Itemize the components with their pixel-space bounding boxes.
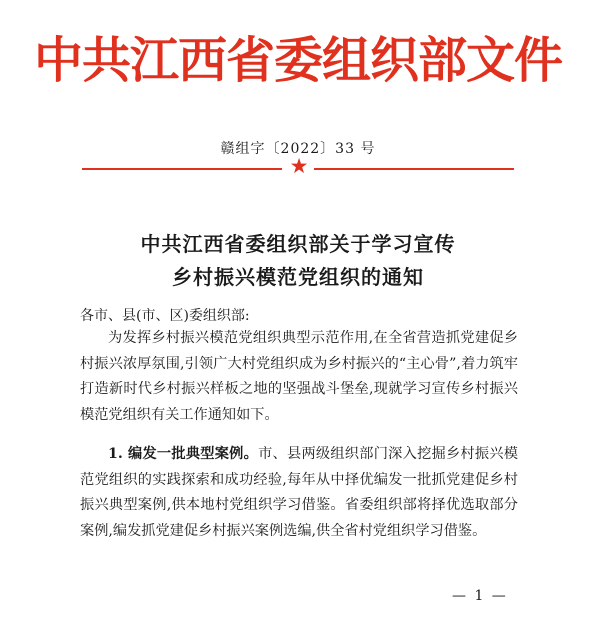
paragraph-2-heading: 1. 编发一批典型案例。 (108, 446, 259, 462)
paragraph-2-body: 市、县两级组织部门深入挖掘乡村振兴模范党组织的实践探索和成功经验,每年从中择优编发一批抓党建促乡村振兴典型案例,供本地村党组织学习借鉴。省委组织部将择优选取部分案例,编发抓党建促乡村振兴案例选编,供全省村党组织学习借鉴。 (80, 446, 518, 539)
page-number: — 1 — (452, 588, 508, 604)
red-divider-left (82, 168, 282, 170)
star-icon: ★ (289, 154, 309, 178)
document-number: 赣组字〔2022〕33 号 (220, 141, 376, 157)
red-divider-right (314, 168, 514, 170)
body-paragraph-2 (80, 442, 518, 544)
red-header-title: 中共江西省委组织部文件 (33, 31, 562, 89)
notice-title-line-2: 乡村振兴模范党组织的通知 (172, 265, 424, 289)
body-paragraph-1: 为发挥乡村振兴模范党组织典型示范作用,在全省营造抓党建促乡村振兴浓厚氛围,引领广大村党组织成为乡村振兴的“主心骨”,着力筑牢打造新时代乡村振兴样板之地的坚强战斗堡垒,现就学习宣传乡村振兴模范党组织有关工作通知如下。 (80, 330, 518, 423)
salutation: 各市、县(市、区)委组织部: (80, 308, 250, 324)
notice-title-line-1: 中共江西省委组织部关于学习宣传 (140, 232, 456, 256)
